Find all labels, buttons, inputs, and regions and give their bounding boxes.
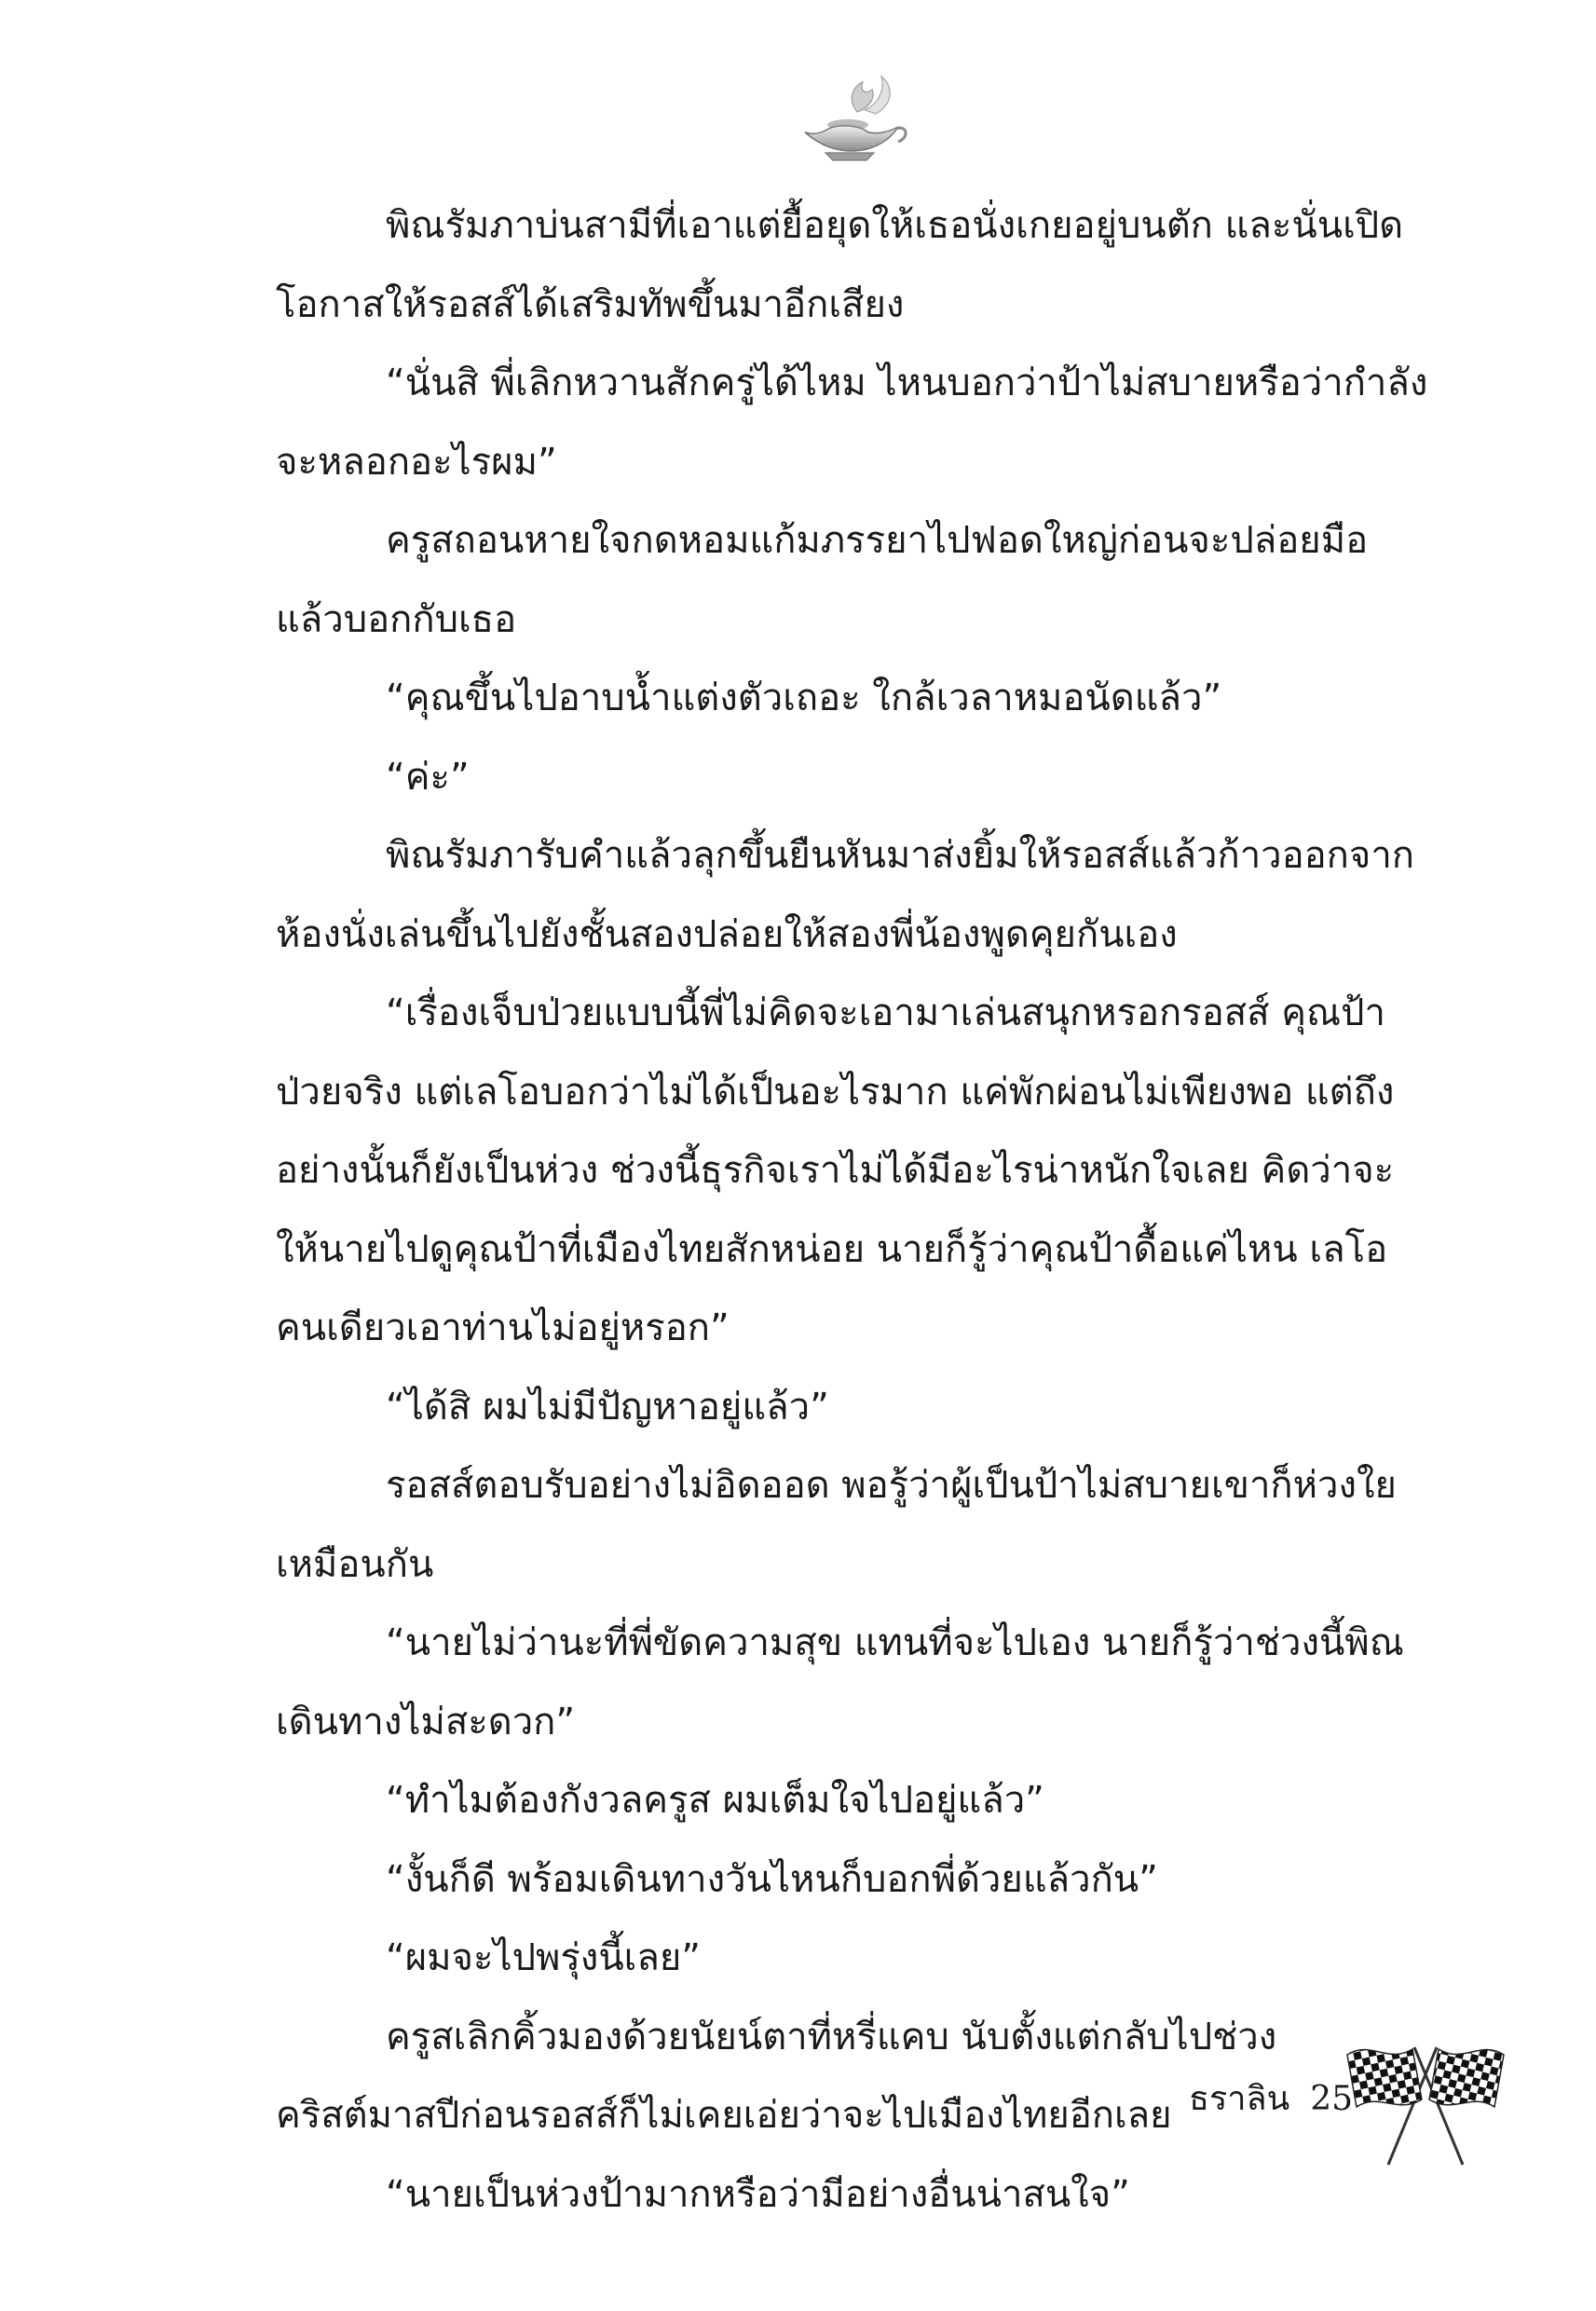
paragraph: “ผมจะไปพรุ่งนี้เลย” (386, 1936, 702, 1979)
page-footer (1189, 2076, 1353, 2123)
paragraph: พิณรัมภารับคำแล้วลุกขึ้นยืนหันมาส่งยิ้มให้รอสส์แล้วก้าวออกจากห้องนั่งเล่นขึ้นไปยังชั้นสองปล่อยให้สองพี่น้องพูดคุยกันเอง (276, 834, 1415, 956)
page-number: 25 (1310, 2080, 1354, 2118)
paragraph: “นายไม่ว่านะที่พี่ขัดความสุข แทนที่จะไปเอง นายก็รู้ว่าช่วงนี้พิณเดินทางไม่สะดวก” (276, 1621, 1404, 1744)
paragraph: “นั่นสิ พี่เลิกหวานสักครู่ได้ไหม ไหนบอกว่าป้าไม่สบายหรือว่ากำลังจะหลอกอะไรผม” (276, 362, 1428, 484)
paragraph: “เรื่องเจ็บป่วยแบบนี้พี่ไม่คิดจะเอามาเล่นสนุกหรอกรอสส์ คุณป้าป่วยจริง แต่เลโอบอกว่าไม่ได้เป็นอะไรมาก แค่พักผ่อนไม่เพียงพอ แต่ถึงอย่างนั้นก็ยังเป็นห่วง ช่วงนี้ธุรกิจเราไม่ได้มีอะไรน่าหนักใจเลย คิดว่าจะให้นายไปดูคุณป้าที่เมืองไทยสักหน่อย นายก็รู้ว่าคุณป้าดื้อแค่ไหน เลโอคนเดียวเอาท่านไม่อยู่หรอก” (276, 991, 1395, 1349)
genie-lamp-icon (792, 67, 913, 170)
body-text (276, 186, 1431, 2234)
paragraph: “ได้สิ ผมไม่มีปัญหาอยู่แล้ว” (386, 1385, 829, 1429)
paragraph: “คุณขึ้นไปอาบน้ำแต่งตัวเถอะ ใกล้เวลาหมอนัดแล้ว” (386, 677, 1222, 719)
paragraph: ครูสเลิกคิ้วมองด้วยนัยน์ตาที่หรี่แคบ นับตั้งแต่กลับไปช่วงคริสต์มาสปีก่อนรอสส์ก็ไม่เคยเอ่ยว่าจะไปเมืองไทยอีกเลย (276, 2015, 1277, 2137)
checkered-flags-icon (1332, 2027, 1519, 2167)
paragraph: ครูสถอนหายใจกดหอมแก้มภรรยาไปฟอดใหญ่ก่อนจะปล่อยมือแล้วบอกกับเธอ (276, 519, 1369, 641)
paragraph: “ทำไมต้องกังวลครูส ผมเต็มใจไปอยู่แล้ว” (386, 1779, 1044, 1822)
paragraph: พิณรัมภาบ่นสามีที่เอาแต่ยื้อยุดให้เธอนั่งเกยอยู่บนตัก และนั่นเปิดโอกาสให้รอสส์ได้เสริมทัพขึ้นมาอีกเสียง (276, 204, 1404, 326)
paragraph: รอสส์ตอบรับอย่างไม่อิดออด พอรู้ว่าผู้เป็นป้าไม่สบายเขาก็ห่วงใยเหมือนกัน (276, 1464, 1397, 1586)
paragraph: “งั้นก็ดี พร้อมเดินทางวันไหนก็บอกพี่ด้วยแล้วกัน” (386, 1857, 1158, 1901)
paragraph: “นายเป็นห่วงป้ามากหรือว่ามีอย่างอื่นน่าสนใจ” (386, 2172, 1130, 2216)
author-name: ธราลิน (1189, 2080, 1290, 2118)
paragraph: “ค่ะ” (386, 755, 470, 799)
